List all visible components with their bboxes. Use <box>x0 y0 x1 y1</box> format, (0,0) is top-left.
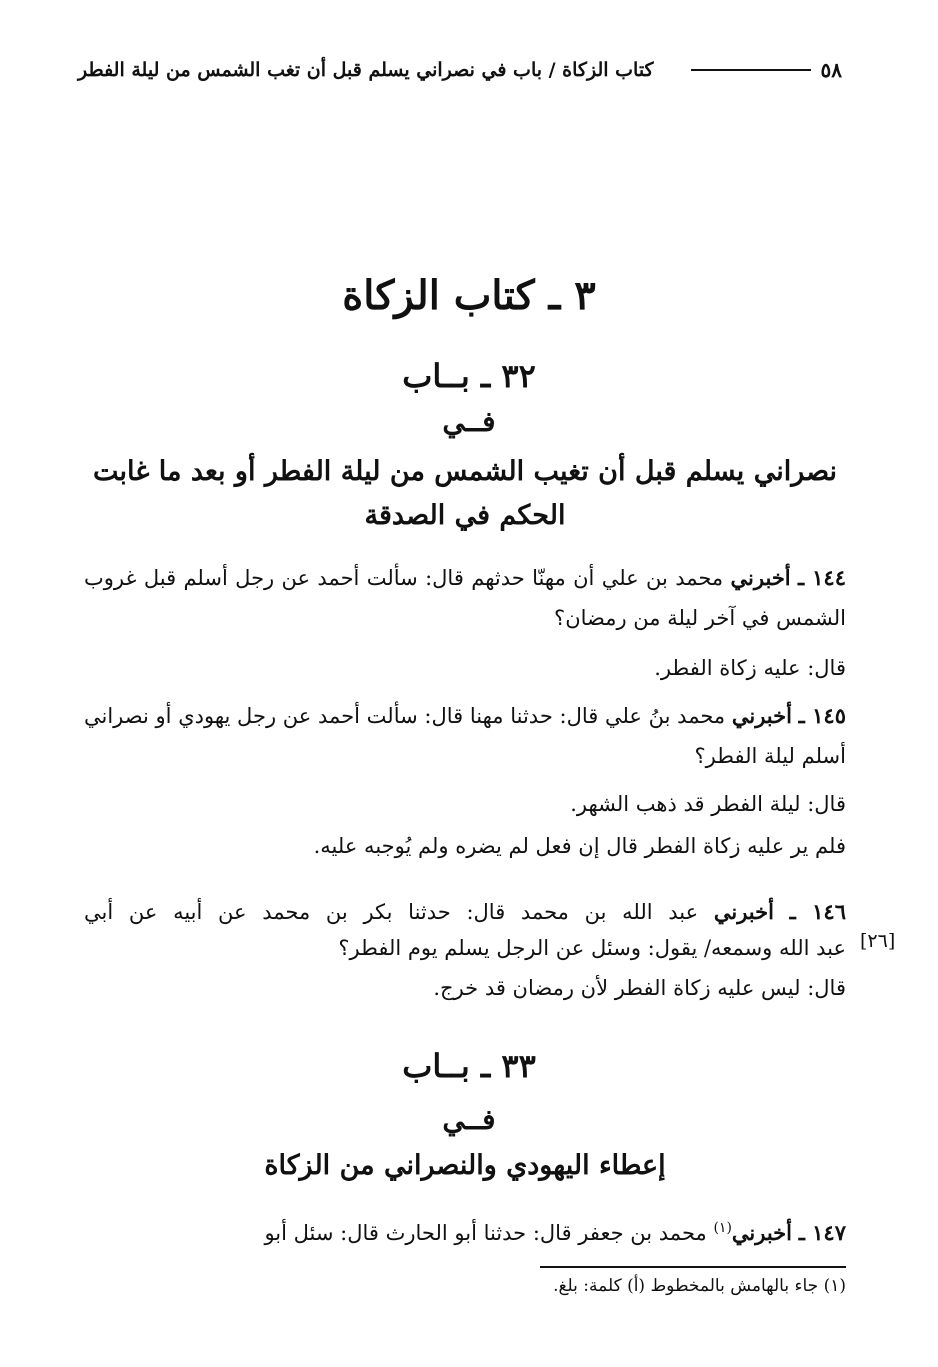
page-number: ٥٨ <box>820 58 842 82</box>
chapter-32-heading: ٣٢ ـ بــاب <box>402 357 536 395</box>
chapter-33-fi: فــي <box>442 1103 496 1136</box>
hadith-144-keyword: أخبرني <box>730 565 791 590</box>
hadith-146-line-2: عبد الله وسمعه/ يقول: وسئل عن الرجل يسلم يوم الفطر؟ <box>338 936 846 960</box>
hadith-144 <box>84 558 846 638</box>
hadith-146-keyword: أخبرني <box>713 899 774 924</box>
chapter-33-title: إعطاء اليهودي والنصراني من الزكاة <box>264 1150 666 1181</box>
header-number-group <box>691 58 842 82</box>
chapter-32-fi: فــي <box>442 405 496 438</box>
hadith-145 <box>84 696 846 776</box>
hadith-146-text-1: عبد الله بن محمد قال: حدثنا بكر بن محمد عن أبيه عن أبي <box>84 900 699 924</box>
chapter-32-title: نصراني يسلم قبل أن تغيب الشمس من ليلة الفطر أو بعد ما غابت الحكم في الصدقة <box>92 456 838 531</box>
hadith-147-keyword: أخبرني <box>731 1220 792 1245</box>
hadith-145-answer-1: قال: ليلة الفطر قد ذهب الشهر. <box>570 792 846 816</box>
hadith-146-line-1 <box>84 892 846 932</box>
hadith-145-number: ١٤٥ ـ <box>798 703 846 728</box>
book-title: ٣ ـ كتاب الزكاة <box>342 272 596 319</box>
hadith-147-text: محمد بن جعفر قال: حدثنا أبو الحارث قال: سئل أبو <box>264 1221 707 1245</box>
running-title: كتاب الزكاة / باب في نصراني يسلم قبل أن تغب الشمس من ليلة الفطر <box>78 59 654 81</box>
hadith-144-answer: قال: عليه زكاة الفطر. <box>654 656 846 680</box>
hadith-147-number: ١٤٧ ـ <box>798 1220 846 1245</box>
hadith-145-answer-2: فلم ير عليه زكاة الفطر قال إن فعل لم يضره ولم يُوجبه عليه. <box>313 834 846 858</box>
manuscript-folio-marker: [٢٦] <box>860 930 896 952</box>
footnote-marker: (١) <box>713 1220 732 1236</box>
header-rule <box>691 69 811 71</box>
running-header <box>78 52 842 88</box>
hadith-145-text: محمد بنُ علي قال: حدثنا مهنا قال: سألت أحمد عن رجل يهودي أو نصراني أسلم ليلة الفطر؟ <box>84 704 846 768</box>
footnote-rule <box>540 1266 846 1268</box>
hadith-144-number: ١٤٤ ـ <box>798 565 846 590</box>
chapter-33-heading: ٣٣ ـ بــاب <box>402 1047 536 1085</box>
hadith-146-number: ١٤٦ ـ <box>789 899 846 924</box>
hadith-144-text: محمد بن علي أن مهنّا حدثهم قال: سألت أحمد عن رجل أسلم قبل غروب الشمس في آخر ليلة من رمضان؟ <box>84 566 846 630</box>
hadith-146-answer: قال: ليس عليه زكاة الفطر لأن رمضان قد خرج. <box>433 976 846 1000</box>
hadith-145-keyword: أخبرني <box>731 703 792 728</box>
footnote: (١) جاء بالهامش بالمخطوط (أ) كلمة: بلغ. <box>553 1276 846 1296</box>
hadith-147 <box>264 1208 846 1253</box>
